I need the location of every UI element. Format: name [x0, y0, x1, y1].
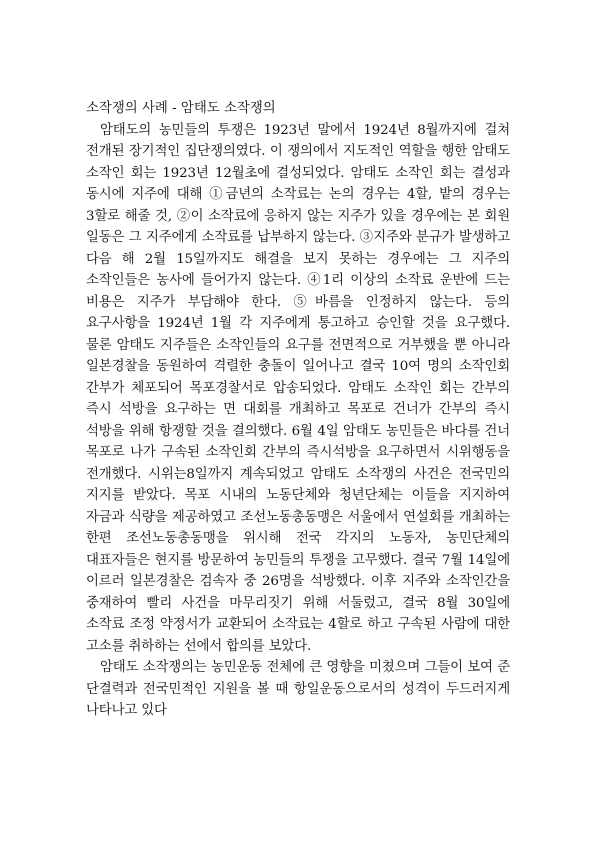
document-page: [86, 98, 510, 722]
document-title: 소작쟁의 사례 - 암태도 소작쟁의: [86, 101, 276, 116]
body-paragraph-2: 암태도 소작쟁의는 농민운동 전체에 큰 영향을 미쳤으며 그들이 보여 준 단결력과 전국민적인 지원을 볼 때 항일운동으로서의 성격이 두드러지게 나타나고 있다: [86, 660, 510, 718]
body-paragraph-1: 암태도의 농민들의 투쟁은 1923년 말에서 1924년 8월까지에 걸쳐 전개된 장기적인 집단쟁의였다. 이 쟁의에서 지도적인 역할을 행한 암태도 소작인 회는 1923년 12월초에 결성되었다. 암태도 소작인 회는 결성과 동시에 지주에 대해 ①금년의 소작료는 논의 경우는 4할, 밭의 경우는 3할로 해줄 것, ②이 소작료에 응하지 않는 지주가 있을 경우에는 본 회원 일동은 그 지주에게 소작료를 납부하지 않는다. ③지주와 분규가 발생하고 다음 해 2월 15일까지도 해결을 보지 못하는 경우에는 그 지주의 소작인들은 농사에 들어가지 않는다. ④1리 이상의 소작료 운반에 드는 비용은 지주가 부담해야 한다. ⑤바름을 인정하지 않는다. 등의 요구사항을 1924년 1월 각 지주에게 통고하고 승인할 것을 요구했다. 물론 암태도 지주들은 소작인들의 요구를 전면적으로 거부했을 뿐 아니라 일본경찰을 동원하여 격렬한 충돌이 일어나고 결국 10여 명의 소작인회 간부가 체포되어 목포경찰서로 압송되었다. 암태도 소작인 회는 간부의 즉시 석방을 요구하는 면 대회를 개최하고 목포로 건너가 간부의 즉시 석방을 위해 항쟁할 것을 결의했다. 6월 4일 암태도 농민들은 바다를 건너 목포로 나가 구속된 소작인회 간부의 즉시석방을 요구하면서 시위행동을 전개했다. 시위는8일까지 계속되었고 암태도 소작쟁의 사건은 전국민의 지지를 받았다. 목포 시내의 노동단체와 청년단체는 이들을 지지하여 자금과 식량을 제공하였고 조선노동총동맹은 서울에서 연설회를 개최하는 한편 조선노동총동맹을 위시해 전국 각지의 노동자, 농민단체의 대표자들은 현지를 방문하여 농민들의 투쟁을 고무했다. 결국 7월 14일에 이르러 일본경찰은 검속자 중 26명을 석방했다. 이후 지주와 소작인간을 중재하여 빨리 사건을 마무리짓기 위해 서둘렀고, 결국 8월 30일에 소작료 조정 약정서가 교환되어 소작료는 4할로 하고 구속된 사람에 대한 고소를 취하하는 선에서 합의를 보았다.: [86, 122, 510, 654]
